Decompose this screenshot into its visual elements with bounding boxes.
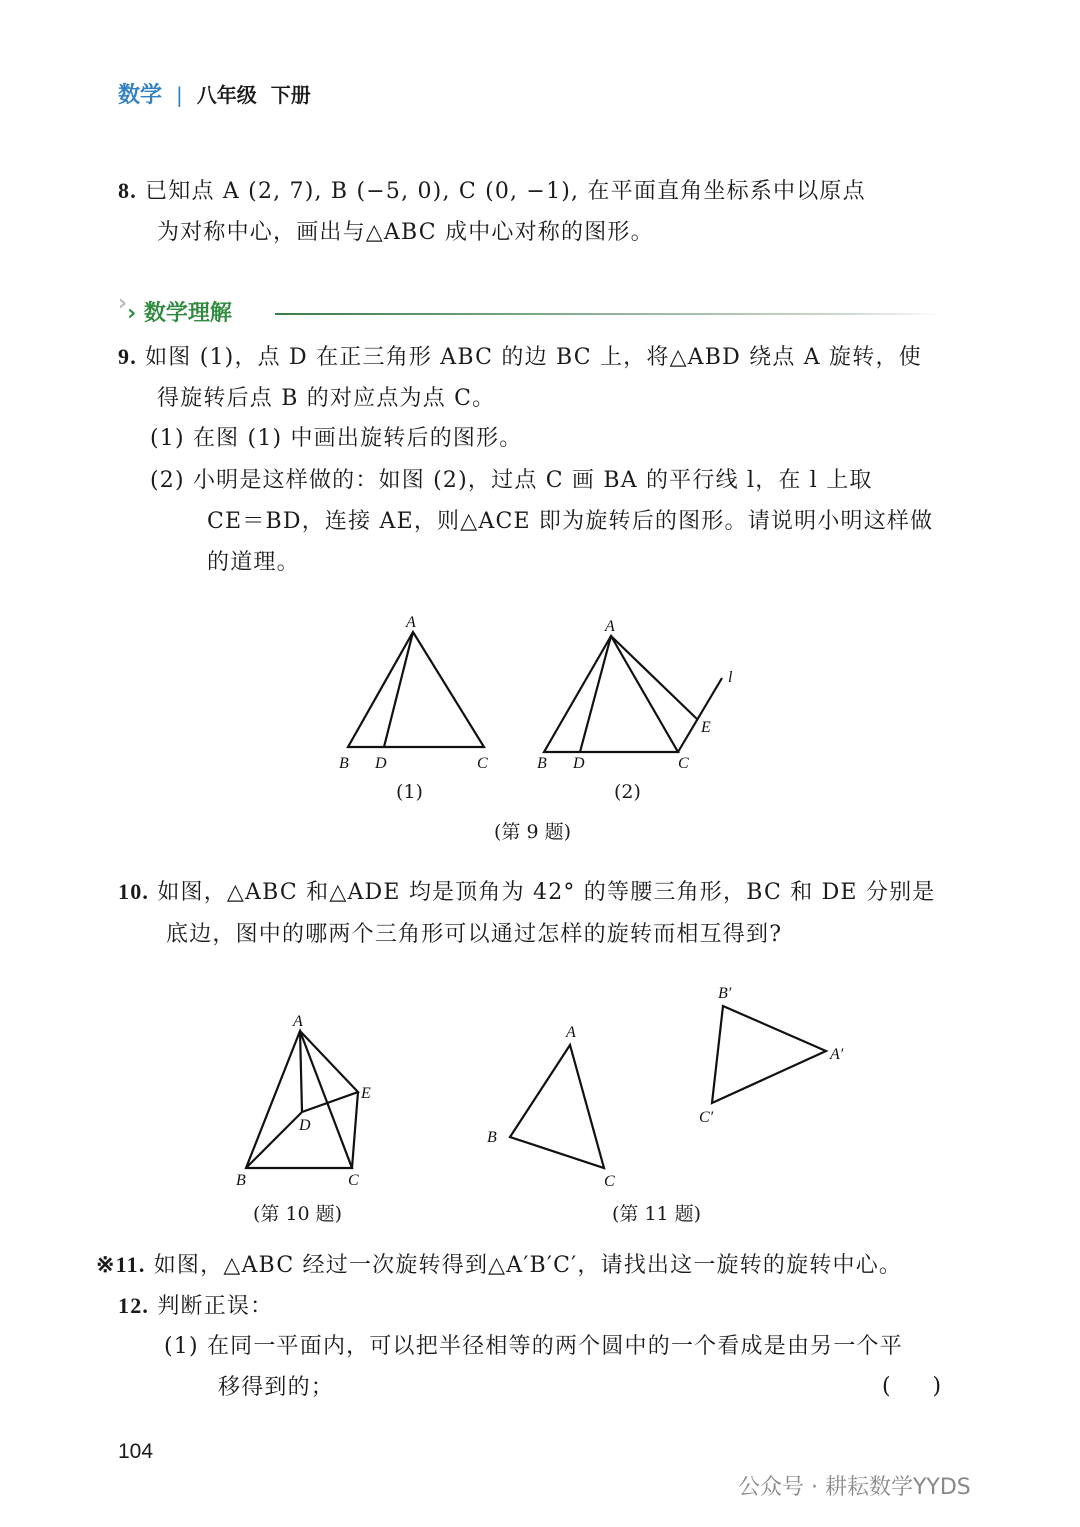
q9-caption: (第 9 题) xyxy=(494,821,571,843)
chevron-icon: › xyxy=(118,291,128,316)
triangle-abc xyxy=(510,1045,604,1168)
triangle-a1b1c1 xyxy=(712,1006,826,1103)
q12-sub1-line-2: 移得到的； xyxy=(218,1375,335,1400)
figure-11 xyxy=(510,1006,826,1168)
label-c: C xyxy=(477,755,488,772)
q9-sub2-line-3: 的道理。 xyxy=(207,550,300,575)
q12-text: 判断正误： xyxy=(157,1294,274,1319)
q10-number: 10. xyxy=(118,879,150,904)
segment-ec xyxy=(352,1092,358,1168)
q8-text: 已知点 A (2, 7), B (−5, 0), C (0, −1), 在平面直角坐标系中以原点 xyxy=(145,179,866,204)
triangle-ade xyxy=(300,1031,358,1112)
q10-line-2: 底边，图中的哪两个三角形可以通过怎样的旋转而相互得到? xyxy=(166,922,783,947)
header-separator: | xyxy=(176,83,183,107)
figure-9-1 xyxy=(348,632,484,747)
q11-number: ※11. xyxy=(96,1252,146,1277)
label-c: C xyxy=(348,1172,359,1189)
segment-bd xyxy=(246,1112,302,1168)
label-d: D xyxy=(573,755,585,772)
q10-text: 如图，△ABC 和△ADE 均是顶角为 42° 的等腰三角形，BC 和 DE 分别是 xyxy=(157,880,936,905)
label-e: E xyxy=(361,1085,371,1102)
label-d: D xyxy=(299,1117,311,1134)
triangle-abc xyxy=(544,636,678,752)
q12-number: 12. xyxy=(118,1293,150,1318)
triangle-abc xyxy=(348,632,484,747)
grade-label: 八年级 下册 xyxy=(196,83,311,107)
q9-text: 如图 (1)，点 D 在正三角形 ABC 的边 BC 上，将△ABD 绕点 A 旋转，使 xyxy=(145,345,922,370)
label-l: l xyxy=(728,669,733,686)
label-c: C xyxy=(604,1173,615,1190)
subject-title: 数学 xyxy=(118,83,163,108)
answer-blank: ( ) xyxy=(882,1374,942,1399)
segment-ae xyxy=(611,636,697,719)
figure-9-2 xyxy=(544,636,722,752)
segment-ad xyxy=(580,636,611,752)
q10-caption: (第 10 题) xyxy=(253,1203,343,1225)
label-b: B xyxy=(236,1172,246,1189)
q11-caption: (第 11 题) xyxy=(612,1203,702,1225)
label-c-prime: C′ xyxy=(699,1109,714,1126)
section-title: 数学理解 xyxy=(143,301,232,326)
q9-sub2-line-2: CE＝BD，连接 AE，则△ACE 即为旋转后的图形。请说明小明这样做 xyxy=(207,509,934,534)
label-b: B xyxy=(339,755,349,772)
q12-sub1-line-1: (1) 在同一平面内，可以把半径相等的两个圆中的一个看成是由另一个平 xyxy=(164,1334,903,1359)
q9-sub2-line-1: (2) 小明是这样做的：如图 (2)，过点 C 画 BA 的平行线 l，在 l 上取 xyxy=(150,468,873,493)
segment-ad xyxy=(384,632,413,747)
page-number: 104 xyxy=(118,1440,154,1463)
label-a: A xyxy=(566,1024,576,1041)
chevron-icon: › xyxy=(127,301,137,326)
line-l xyxy=(678,678,722,752)
label-a: A xyxy=(605,618,615,635)
label-b-prime: B′ xyxy=(718,985,732,1002)
label-d: D xyxy=(375,755,387,772)
q8-line-2: 为对称中心，画出与△ABC 成中心对称的图形。 xyxy=(157,220,654,245)
q11-text: 如图，△ABC 经过一次旋转得到△A′B′C′，请找出这一旋转的旋转中心。 xyxy=(153,1253,903,1278)
figure-10 xyxy=(246,1031,358,1168)
watermark: 公众号 · 耕耘数学YYDS xyxy=(738,1475,971,1500)
label-e: E xyxy=(701,719,711,736)
q12-line xyxy=(118,1291,273,1322)
label-a: A xyxy=(293,1013,303,1030)
figure-caption: (2) xyxy=(614,781,641,803)
label-a: A xyxy=(406,614,416,631)
q8-number: 8. xyxy=(118,178,137,203)
figure-caption: (1) xyxy=(396,781,423,803)
label-b: B xyxy=(537,755,547,772)
q9-number: 9. xyxy=(118,344,137,369)
q9-sub1: (1) 在图 (1) 中画出旋转后的图形。 xyxy=(150,426,523,451)
q11-line xyxy=(96,1250,902,1281)
q9-line-2: 得旋转后点 B 的对应点为点 C。 xyxy=(157,386,496,411)
q10-line-1 xyxy=(118,877,936,908)
label-b: B xyxy=(487,1129,497,1146)
label-c: C xyxy=(678,755,689,772)
label-a-prime: A′ xyxy=(830,1046,844,1063)
